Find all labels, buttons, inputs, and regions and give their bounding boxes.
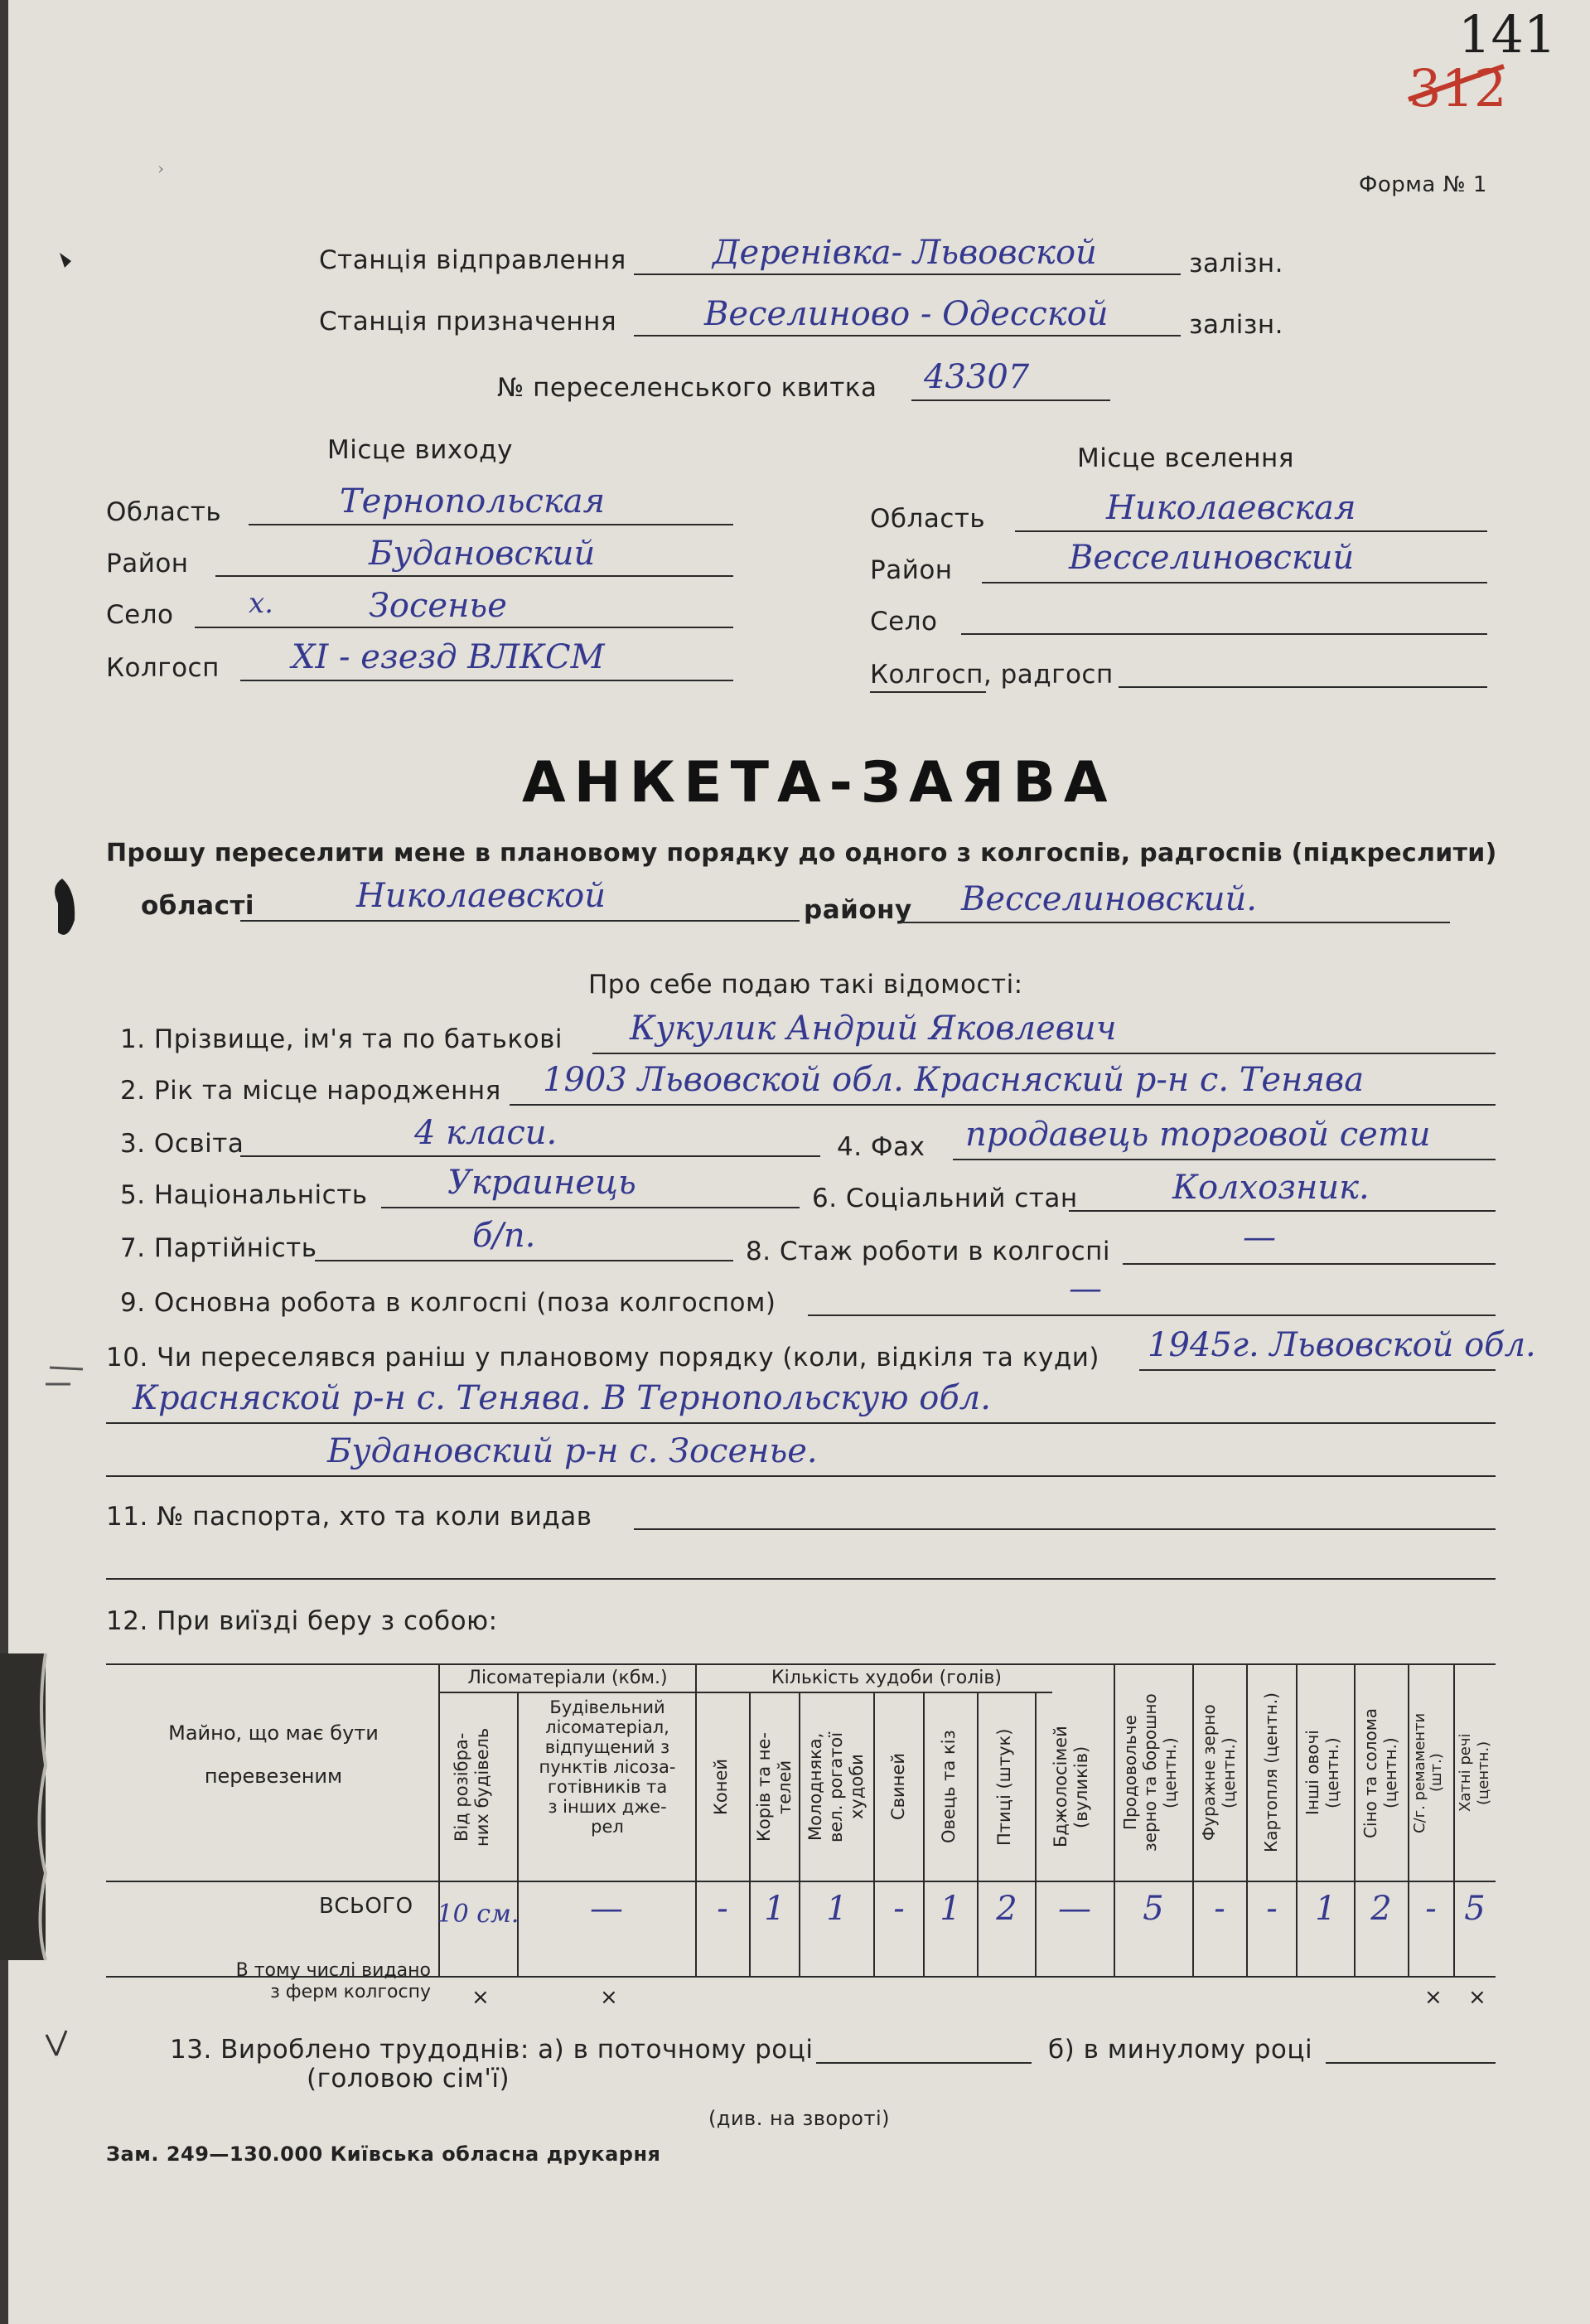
settle-oblast-label: Область [870, 504, 986, 534]
request-oblast-value: Николаевской [356, 877, 607, 915]
field-2-label: 2. Рік та місце народження [120, 1076, 501, 1106]
col-household: Хатні речі (центн.) [1457, 1733, 1492, 1813]
departure-label: Станція відправлення [319, 245, 626, 275]
total-cell: 10 см. [437, 1900, 520, 1929]
col-property: Майно, що має бути перевезеним [168, 1721, 379, 1788]
total-cell: 5 [1143, 1890, 1164, 1928]
farms-mark: × [1468, 1985, 1486, 2010]
total-cell: - [893, 1890, 905, 1928]
total-cell: — [590, 1890, 623, 1928]
about-heading: Про себе подаю такі відомості: [588, 970, 1023, 1000]
field-10-value-2: Красняской р-н с. Тенява. В Тернопольскую обл. [133, 1379, 991, 1417]
ticket-value: 43307 [924, 358, 1030, 396]
field-12-label: 12. При виїзді беру з собою: [106, 1606, 498, 1636]
field-7-value: б/п. [472, 1217, 536, 1255]
settle-selo-label: Село [870, 607, 938, 637]
workdays-prev-line [1326, 2062, 1496, 2064]
row-farms-label: В тому числі видано з ферм колгоспу [235, 1960, 431, 2002]
workdays-sub: (головою сім'ї) [307, 2064, 510, 2094]
archive-number-struck: 312 [1409, 58, 1507, 119]
field-5-label: 5. Національність [120, 1180, 368, 1210]
exit-kolgosp-label: Колгосп [106, 653, 220, 683]
total-cell: - [717, 1890, 728, 1928]
workdays-prev-label: б) в минулому році [1048, 2035, 1313, 2065]
group-livestock-header: Кількість худоби (голів) [771, 1668, 1002, 1688]
field-8-value: — [1243, 1218, 1276, 1256]
workdays-label: 13. Вироблено трудоднів: а) в поточному році [170, 2035, 814, 2065]
field-10-label: 10. Чи переселявся раніш у плановому порядку (коли, відкіля та куди) [106, 1343, 1099, 1373]
request-raion-value: Весселиновский. [961, 880, 1258, 918]
farms-mark: × [600, 1985, 618, 2010]
field-3-value: 4 класи. [414, 1114, 558, 1152]
field-11-label: 11. № паспорта, хто та коли видав [106, 1502, 592, 1532]
field-3-label: 3. Освіта [120, 1129, 244, 1159]
exit-place-heading: Місце виходу [327, 435, 513, 465]
field-6-value: Колхозник. [1172, 1169, 1370, 1207]
field-4-value: продавець торговой сети [965, 1116, 1431, 1154]
exit-kolgosp-value: XI - езезд ВЛКСМ [292, 638, 605, 676]
field-4-label: 4. Фах [837, 1132, 925, 1162]
settle-raion-value: Весселиновский [1069, 539, 1355, 577]
request-text: Прошу переселити мене в плановому порядку до одного з колгоспів, радгоспів (підкреслити) [106, 839, 1497, 868]
col-horses: Коней [711, 1758, 731, 1816]
field-9-label: 9. Основна робота в колгоспі (поза колгоспом) [120, 1288, 776, 1318]
field-7-label: 7. Партійність [120, 1233, 317, 1263]
total-cell: 2 [996, 1890, 1017, 1928]
settle-kolgosp-label: Колгосп, радгосп [870, 660, 1114, 690]
svg-text:›: › [157, 158, 164, 178]
col-food-grain: Продовольче зерно та борошно (центн.) [1120, 1693, 1180, 1852]
destination-value: Веселиново - Одесской [704, 295, 1109, 333]
exit-oblast-value: Тернопольская [340, 482, 606, 520]
col-vegetables: Інші овочі (центн.) [1302, 1730, 1342, 1816]
departure-value: Деренівка- Львовской [713, 234, 1097, 272]
farms-mark: × [1424, 1985, 1443, 2010]
workdays-current-line [816, 2062, 1032, 2064]
total-cell: 2 [1370, 1890, 1392, 1928]
col-cows: Корів та не- телей [754, 1732, 795, 1842]
destination-suffix: залізн. [1189, 310, 1284, 340]
field-9-value: — [1069, 1270, 1102, 1308]
settle-oblast-value: Николаевская [1106, 489, 1356, 527]
field-6-label: 6. Соціальний стан [812, 1184, 1078, 1213]
col-young-cattle: Молодняка, вел. рогатої худоби [805, 1731, 867, 1842]
col-poultry: Птиці (штук) [994, 1728, 1014, 1846]
total-cell: 1 [1315, 1890, 1336, 1928]
total-cell: — [1058, 1890, 1091, 1928]
total-cell: 1 [764, 1890, 785, 1928]
group-timber-header: Лісоматеріали (кбм.) [467, 1668, 668, 1688]
exit-selo-prefix: х. [249, 587, 273, 620]
farms-mark: × [471, 1985, 490, 2010]
form-number: Форма № 1 [1359, 172, 1487, 197]
field-10-value-3: Будановский р-н с. Зосенье. [327, 1432, 818, 1470]
row-total-label: ВСЬОГО [319, 1894, 413, 1919]
col-pigs: Свиней [888, 1753, 908, 1821]
printer-imprint: Зам. 249—130.000 Київська обласна друкарня [106, 2142, 661, 2166]
total-cell: 1 [826, 1890, 848, 1928]
total-cell: 5 [1464, 1890, 1486, 1928]
archive-number: 141 [1458, 4, 1557, 65]
total-cell: 1 [940, 1890, 961, 1928]
field-1-value: Кукулик Андрий Яковлевич [630, 1009, 1117, 1048]
field-8-label: 8. Стаж роботи в колгоспі [746, 1237, 1111, 1266]
settle-raion-label: Район [870, 555, 953, 585]
request-oblast-label: області [141, 891, 255, 921]
col-hay: Сіно та солома (центн.) [1360, 1707, 1400, 1838]
see-reverse: (див. на звороті) [708, 2107, 891, 2130]
exit-oblast-label: Область [106, 497, 222, 527]
exit-raion-label: Район [106, 549, 189, 579]
total-cell: - [1214, 1890, 1225, 1928]
col-feed-grain: Фуражне зерно (центн.) [1199, 1704, 1239, 1842]
request-raion-label: району [804, 895, 912, 925]
field-5-value: Украинець [447, 1164, 636, 1202]
col-potatoes: Картопля (центн.) [1261, 1692, 1281, 1853]
destination-label: Станція призначення [319, 307, 617, 336]
exit-raion-value: Будановский [369, 535, 596, 573]
col-sheep: Овець та кіз [939, 1730, 959, 1844]
col-implements: С/г. ремаменти (шт.) [1411, 1712, 1445, 1833]
total-cell: - [1266, 1890, 1278, 1928]
field-1-label: 1. Прізвище, ім'я та по батькові [120, 1024, 563, 1054]
exit-selo-label: Село [106, 600, 174, 630]
departure-suffix: залізн. [1189, 249, 1284, 278]
exit-selo-value: Зосенье [369, 587, 507, 625]
form-title: АНКЕТА-ЗАЯВА [522, 750, 1116, 816]
col-bees: Бджолосімей (вуликів) [1051, 1726, 1091, 1848]
ticket-label: № переселенського квитка [497, 373, 877, 403]
field-2-value: 1903 Львовской обл. Красняский р-н с. Тенява [543, 1061, 1365, 1099]
field-10-value-1: 1945г. Львовской обл. [1148, 1326, 1536, 1364]
settle-place-heading: Місце вселення [1077, 443, 1294, 473]
total-cell: - [1425, 1890, 1437, 1928]
col-timber-building: Будівельний лісоматеріал, відпущений з пунктів лісоза- готівників та з інших дже- рел [539, 1697, 676, 1837]
col-timber-demolished: Від розібра- них будівель [452, 1727, 492, 1847]
